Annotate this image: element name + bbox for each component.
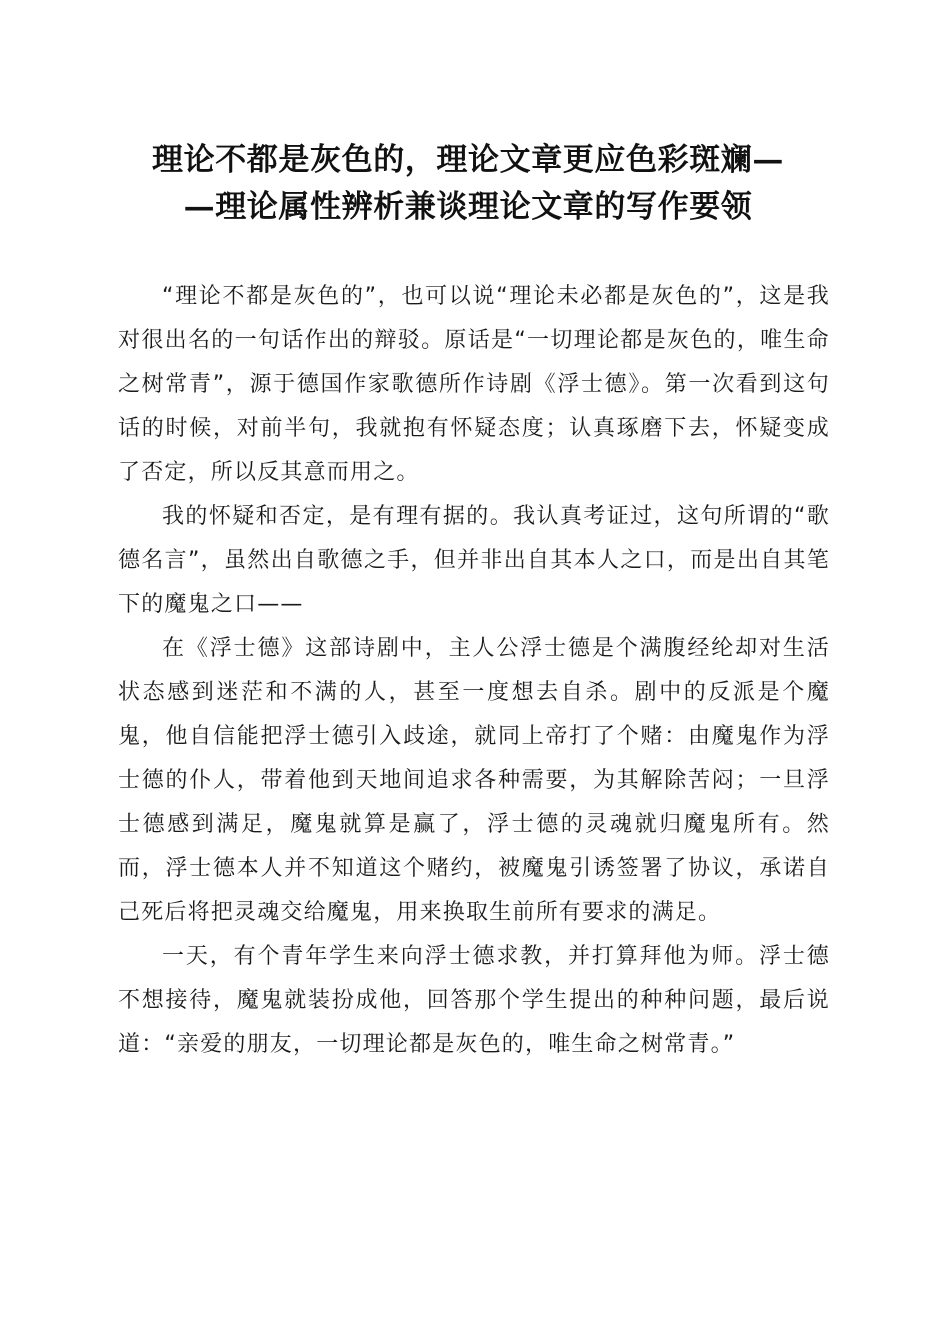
paragraph-1: “理论不都是灰色的”，也可以说“理论未必都是灰色的”，这是我对很出名的一句话作出的辩驳。原话是“一切理论都是灰色的，唯生命之树常青”，源于德国作家歌德所作诗剧《浮士德》。第一次看到这句话的时候，对前半句，我就抱有怀疑态度；认真琢磨下去，怀疑变成了否定，所以反其意而用之。 — [118, 284, 830, 485]
title-line-1: 理论不都是灰色的，理论文章更应色彩斑斓— — [152, 142, 784, 178]
title-line-2: —理论属性辨析兼谈理论文章的写作要领 — [183, 189, 753, 225]
document-title — [118, 137, 818, 231]
paragraph-3: 在《浮士德》这部诗剧中，主人公浮士德是个满腹经纶却对生活状态感到迷茫和不满的人，甚至一度想去自杀。剧中的反派是个魔鬼，他自信能把浮士德引入歧途，就同上帝打了个赌：由魔鬼作为浮士德的仆人，带着他到天地间追求各种需要，为其解除苦闷；一旦浮士德感到满足，魔鬼就算是赢了，浮士德的灵魂就归魔鬼所有。然而，浮士德本人并不知道这个赌约，被魔鬼引诱签署了协议，承诺自己死后将把灵魂交给魔鬼，用来换取生前所有要求的满足。 — [118, 636, 830, 925]
document-body — [118, 275, 830, 1067]
paragraph-4: 一天，有个青年学生来向浮士德求教，并打算拜他为师。浮士德不想接待，魔鬼就装扮成他，回答那个学生提出的种种问题，最后说道：“亲爱的朋友，一切理论都是灰色的，唯生命之树常青。” — [118, 944, 830, 1057]
paragraph-2: 我的怀疑和否定，是有理有据的。我认真考证过，这句所谓的“歌德名言”，虽然出自歌德之手，但并非出自其本人之口，而是出自其笔下的魔鬼之口—— — [118, 504, 830, 617]
